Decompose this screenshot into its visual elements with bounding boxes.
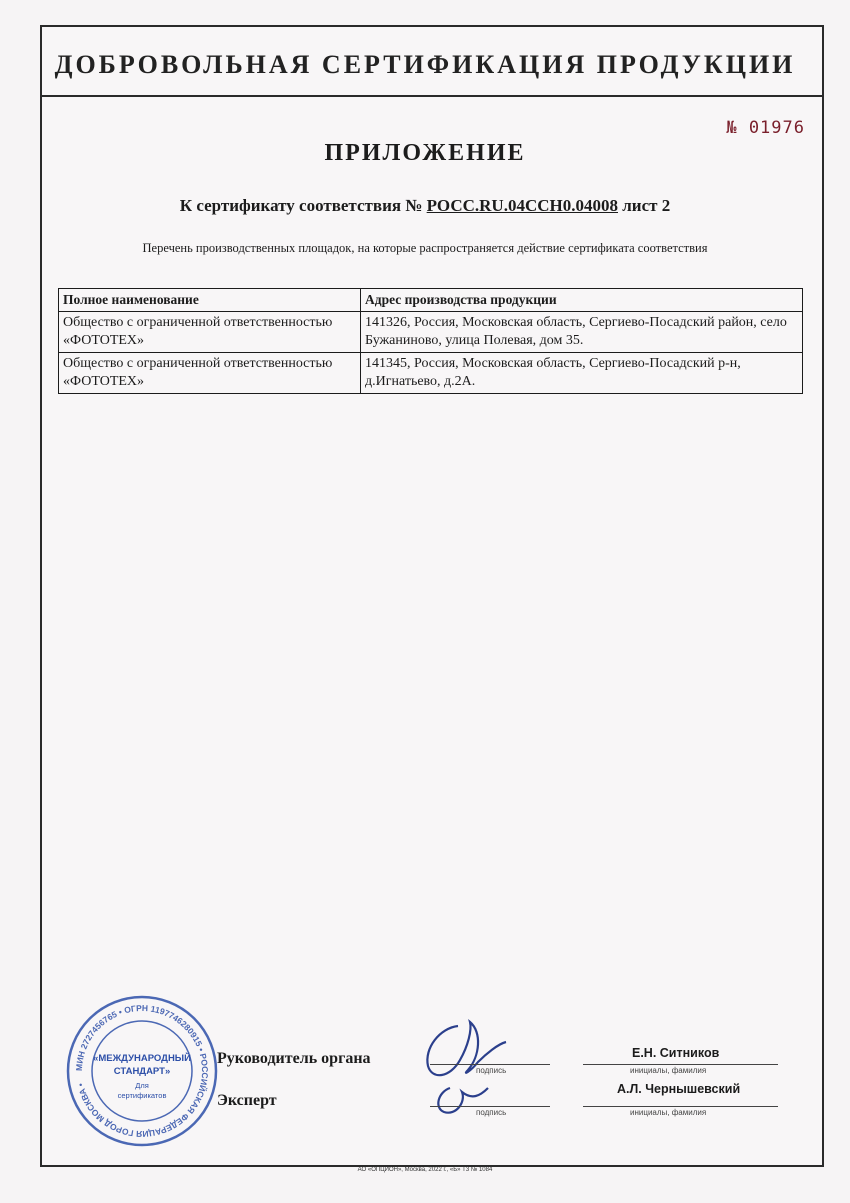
expert-name: А.Л. Чернышевский: [617, 1082, 741, 1096]
table-row: [59, 312, 803, 353]
document-header-title: ДОБРОВОЛЬНАЯ СЕРТИФИКАЦИЯ ПРОДУКЦИИ: [54, 50, 796, 79]
table-header-row: [59, 289, 803, 312]
stamp-center-line-2: СТАНДАРТ»: [113, 1066, 171, 1077]
production-sites-table: [58, 288, 803, 394]
header-divider: [40, 95, 824, 97]
head-name-caption: инициалы, фамилия: [630, 1066, 707, 1075]
company-name-cell: Общество с ограниченной ответственностью «ФОТОТЕХ»: [59, 312, 361, 353]
appendix-title: ПРИЛОЖЕНИЕ: [324, 140, 526, 166]
column-header-address: Адрес производства продукции: [361, 289, 803, 312]
stamp-center-line-4: сертификатов: [117, 1091, 167, 1100]
certificate-number: РОСС.RU.04ССН0.04008: [426, 196, 618, 215]
expert-signature-label: Эксперт: [217, 1092, 277, 1109]
serial-number: № 01976: [726, 118, 805, 138]
head-signature-caption: подпись: [476, 1066, 507, 1075]
address-cell: 141326, Россия, Московская область, Сергиево-Посадский район, село Бужаниново, улица Полевая, дом 35.: [361, 312, 803, 353]
certification-stamp: [66, 995, 218, 1147]
column-header-name: Полное наименование: [59, 289, 361, 312]
head-signature-line: [430, 1064, 550, 1065]
stamp-center-line-1: «МЕЖДУНАРОДНЫЙ: [93, 1053, 191, 1064]
certificate-reference: [0, 196, 850, 216]
head-name: Е.Н. Ситников: [632, 1046, 720, 1060]
address-cell: 141345, Россия, Московская область, Сергиево-Посадский р-н, д.Игнатьево, д.2А.: [361, 353, 803, 394]
head-signature-label: Руководитель органа: [217, 1050, 371, 1067]
certificate-sheet: лист 2: [622, 196, 671, 215]
stamp-outer-text: МИН 2727456765 • ОГРН 1197746280915 • РОССИЙСКАЯ ФЕДЕРАЦИЯ ГОРОД МОСКВА •: [73, 1002, 211, 1140]
appendix-subtitle: Перечень производственных площадок, на которые распространяется действие сертификата соответствия: [142, 241, 708, 255]
printer-imprint: АО «ОПЦИОН», Москва, 2022 г., «Б» Т3 № 1084: [357, 1167, 493, 1173]
expert-signature-line: [430, 1106, 550, 1107]
company-name-cell: Общество с ограниченной ответственностью «ФОТОТЕХ»: [59, 353, 361, 394]
stamp-center-line-3: Для: [135, 1081, 149, 1090]
expert-signature-caption: подпись: [476, 1108, 507, 1117]
certificate-prefix: К сертификату соответствия №: [179, 196, 423, 215]
table-row: [59, 353, 803, 394]
head-name-line: [583, 1064, 778, 1065]
expert-name-line: [583, 1106, 778, 1107]
expert-name-caption: инициалы, фамилия: [630, 1108, 707, 1117]
